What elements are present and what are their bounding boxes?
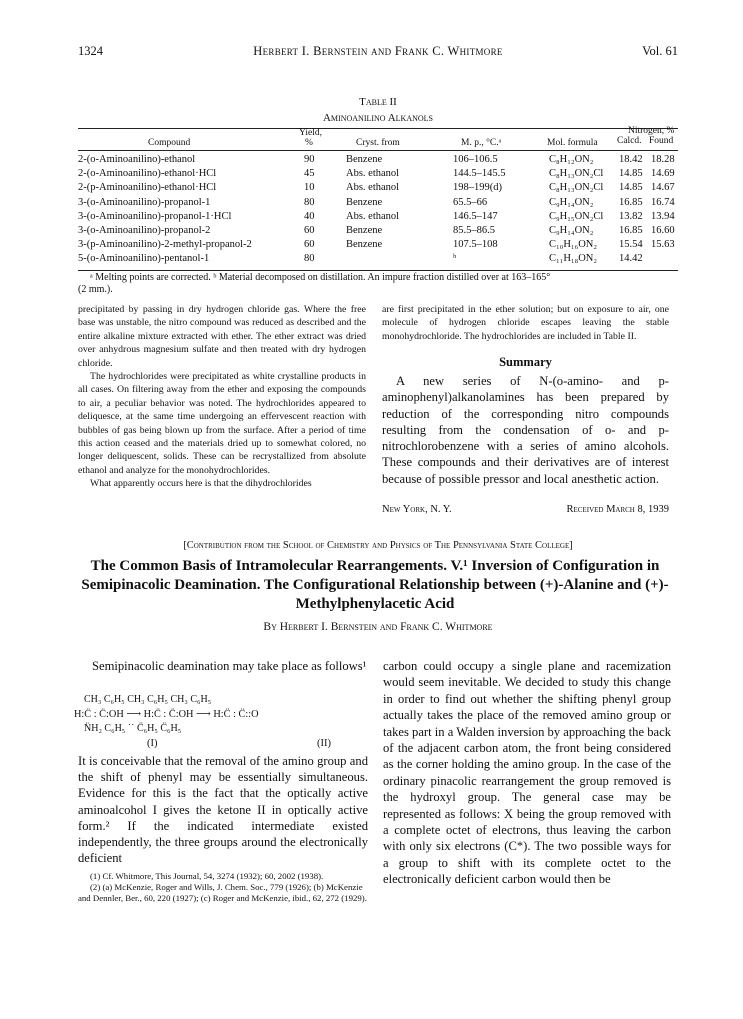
table-row	[0, 153, 743, 167]
equation-row-2: H:C̈ : C̈:OH ⟶ H:C̈ : C̈:OH ⟶ H:C̈ : C̈::O	[74, 709, 259, 720]
header-compound: Compound	[148, 138, 191, 148]
header-formula: Mol. formula	[547, 138, 598, 148]
table-row	[0, 196, 743, 210]
cell-compound: 2-(p-Aminoanilino)-ethanol·HCl	[78, 182, 217, 194]
cell-formula: C₁₀H₁₆ON₂	[549, 239, 598, 251]
cell-formula: C₉H₁₅ON₂Cl	[549, 210, 604, 222]
cell-yield: 45	[304, 168, 315, 180]
table-rule-top	[78, 128, 678, 129]
received-date: Received March 8, 1939	[566, 504, 669, 515]
cell-formula: C₉H₁₄ON₂	[549, 225, 594, 236]
cell-calcd: 16.85	[619, 196, 643, 208]
cell-found: 14.69	[651, 168, 675, 180]
article-title: The Common Basis of Intramolecular Rearrangements. V.¹ Inversion of Configuration in Semipinacolic Deamination. The Configurational Relationship between (+)-Alanine and (+)-Methylphenylacetic Acid	[81, 558, 669, 612]
cell-mp: 85.5–86.5	[453, 225, 495, 236]
contribution-line: [Contribution from the School of Chemistry and Physics of The Pennsylvania State College]	[183, 540, 573, 551]
table-row	[0, 210, 743, 224]
cell-calcd: 18.42	[619, 154, 643, 165]
paragraph: carbon could occupy a single plane and racemization would seem inevitable. We decided to study this change in order to find out whether the shifting phenyl group actually takes the place of the removed amino group or takes part in a Walden inversion by approaching the back of the adjacent carbon atom, the front being considered as the corner holding the amino group. In the case of the ordinary pinacolic rearrangement the group removed is the hydroxyl group. The general case may be represented as follows: X being the group removed with a complete octet of electrons, thus leaving the carbon with only six electrons (C*). The two possible ways for a group to shift with its complete octet to the electronically deficient carbon would then be	[383, 659, 671, 887]
paragraph: precipitated by passing in dry hydrogen chloride gas. Where the free base was unstable, the nitro compound was reduced as described and the entire alkaline mixture extracted with ether. The ether extract was dried over anhydrous magnesium sulfate and then treated with dry hydrogen chloride.	[78, 304, 366, 369]
cell-cryst: Abs. ethanol	[346, 182, 400, 194]
compound-label-I: (I)	[147, 738, 158, 749]
cell-found: 18.28	[651, 154, 675, 165]
table-row	[0, 252, 743, 266]
cell-mp: 144.5–145.5	[453, 168, 506, 180]
header-cryst: Cryst. from	[356, 138, 400, 148]
cell-cryst: Abs. ethanol	[346, 210, 400, 222]
cell-calcd: 15.54	[619, 239, 643, 251]
cell-compound: 3-(o-Aminoanilino)-propanol-1·HCl	[78, 210, 232, 222]
intro-text	[78, 658, 368, 674]
table-title: Aminoanilino Alkanols	[322, 112, 434, 124]
cell-formula: C₈H₁₃ON₂Cl	[549, 168, 604, 180]
compound-label-II: (II)	[317, 738, 331, 749]
cell-cryst: Benzene	[346, 239, 383, 251]
cell-mp: 65.5–66	[453, 196, 488, 208]
table-row	[0, 224, 743, 238]
cell-found: 15.63	[651, 239, 675, 251]
cell-found: 16.60	[651, 225, 675, 236]
cell-yield: 80	[304, 196, 315, 208]
cell-compound: 3-(p-Aminoanilino)-2-methyl-propanol-2	[78, 239, 252, 251]
lower-right-text	[383, 658, 671, 888]
cell-calcd: 14.42	[619, 253, 643, 265]
byline: By Herbert I. Bernstein and Frank C. Whitmore	[263, 621, 493, 633]
summary-text	[382, 373, 669, 487]
upper-left-column	[78, 303, 366, 491]
cell-cryst: Benzene	[346, 154, 383, 165]
cell-found: 13.94	[651, 210, 675, 222]
cell-yield: 90	[304, 154, 315, 165]
footnote: (1) Cf. Whitmore, This Journal, 54, 3274 (1932); 60, 2002 (1938).	[90, 871, 324, 881]
cell-calcd: 16.85	[619, 225, 643, 236]
header-nitrogen: Nitrogen, %	[628, 126, 675, 136]
running-head	[78, 44, 678, 62]
paragraph: Semipinacolic deamination may take place as follows¹	[92, 659, 367, 673]
cell-found: 16.74	[651, 196, 675, 208]
table-row	[0, 238, 743, 252]
header-mp: M. p., °C.ᵃ	[461, 138, 502, 148]
upper-right-column	[382, 303, 669, 343]
cell-mp: 106–106.5	[453, 154, 498, 165]
header-calcd: Calcd.	[617, 136, 642, 146]
equation-row-1: CH₃ C₆H₅ CH₃ C₆H₅ CH₃ C₆H₅	[84, 694, 212, 705]
cell-found: 14.67	[651, 182, 675, 194]
cell-calcd: 13.82	[619, 210, 643, 222]
cell-calcd: 14.85	[619, 168, 643, 180]
paragraph: A new series of N-(o-amino- and p-aminophenyl)alkanolamines has been prepared by reduction of the corresponding nitro compounds resulting from the condensation of o- and p-nitrochlorobenzene with a series of amino alcohols. These compounds and their derivatives are of interest because of possible pressor and local anesthetic action.	[382, 374, 669, 486]
cell-compound: 2-(o-Aminoanilino)-ethanol·HCl	[78, 168, 217, 180]
volume-label: Vol. 61	[642, 44, 678, 58]
lower-left-text	[78, 753, 368, 866]
cell-cryst: Abs. ethanol	[346, 168, 400, 180]
table-footnote-1: ᵃ Melting points are corrected. ᵇ Material decomposed on distillation. An impure fraction distilled over at 163–165°	[90, 272, 551, 283]
cell-yield: 60	[304, 225, 315, 236]
table-caption: Table II	[359, 96, 397, 108]
cell-cryst: Benzene	[346, 196, 383, 208]
cell-formula: C₈H₁₃ON₂Cl	[549, 182, 604, 194]
page-number: 1324	[78, 44, 103, 58]
summary-heading: Summary	[499, 355, 552, 369]
paragraph: It is conceivable that the removal of the amino group and the shift of phenyl may be essentially simultaneous. Evidence for this is the fact that the optically active aminoalcohol I gives the ketone II in optically active form.² If the indicated intermediate existed independently, the three groups around the electronically deficient	[78, 754, 368, 866]
running-head-authors: Herbert I. Bernstein and Frank C. Whitmore	[253, 44, 503, 58]
footnote: (2) (a) McKenzie, Roger and Wills, J. Chem. Soc., 779 (1926); (b) McKenzie and Dennler, Ber., 60, 220 (1927); (c) Roger and McKenzie, ibid., 62, 272 (1929).	[78, 882, 367, 903]
table-rule-mid	[78, 150, 678, 151]
cell-formula: C₉H₁₄ON₂	[549, 196, 594, 208]
cell-mp: 198–199(d)	[453, 182, 502, 194]
cell-mp: ᵇ	[453, 253, 457, 265]
equation-row-3: N̈H₂ C₆H₅ ˙˙ C̈₆H₅ C̈₆H₅	[84, 723, 182, 734]
cell-cryst: Benzene	[346, 225, 383, 236]
cell-yield: 10	[304, 182, 315, 194]
cell-compound: 3-(o-Aminoanilino)-propanol-1	[78, 196, 211, 208]
header-yield-bottom: %	[305, 138, 313, 148]
cell-compound: 2-(o-Aminoanilino)-ethanol	[78, 154, 196, 165]
cell-compound: 5-(o-Aminoanilino)-pentanol-1	[78, 253, 210, 265]
cell-yield: 40	[304, 210, 315, 222]
cell-yield: 80	[304, 253, 315, 265]
cell-compound: 3-(o-Aminoanilino)-propanol-2	[78, 225, 211, 236]
cell-calcd: 14.85	[619, 182, 643, 194]
table-row	[0, 181, 743, 195]
table-rule-bottom	[78, 270, 678, 271]
footnotes	[78, 871, 368, 904]
cell-yield: 60	[304, 239, 315, 251]
cell-mp: 146.5–147	[453, 210, 498, 222]
paragraph: are first precipitated in the ether solution; but on exposure to air, one molecule of hydrogen chloride escapes leaving the stable monohydrochloride. The hydrochlorides are included in Table II.	[382, 304, 669, 342]
paragraph: The hydrochlorides were precipitated as white crystalline products in all cases. On filtering away from the ether and exposing the compounds to air, a peculiar behavior was noted. The hydrochlorides appeared to deliquesce, at the same time undergoing an effervescent reaction with bubbles of gas being blown up from the surface. After a period of time this action ceased and the materials dried up to somewhat colored, no longer deliquescent, solids. These can be recrystallized from absolute ethanol and analyze for the monohydrochlorides.	[78, 371, 366, 476]
paragraph: What apparently occurs here is that the dihydrochlorides	[90, 478, 312, 490]
place-label: New York, N. Y.	[382, 504, 452, 515]
table-footnote-2: (2 mm.).	[78, 284, 113, 295]
cell-mp: 107.5–108	[453, 239, 498, 251]
cell-formula: C₈H₁₂ON₂	[549, 154, 594, 165]
header-yield-top: Yield,	[299, 128, 322, 138]
cell-formula: C₁₁H₁₈ON₂	[549, 253, 598, 265]
table-row	[0, 167, 743, 181]
header-found: Found	[649, 136, 674, 146]
